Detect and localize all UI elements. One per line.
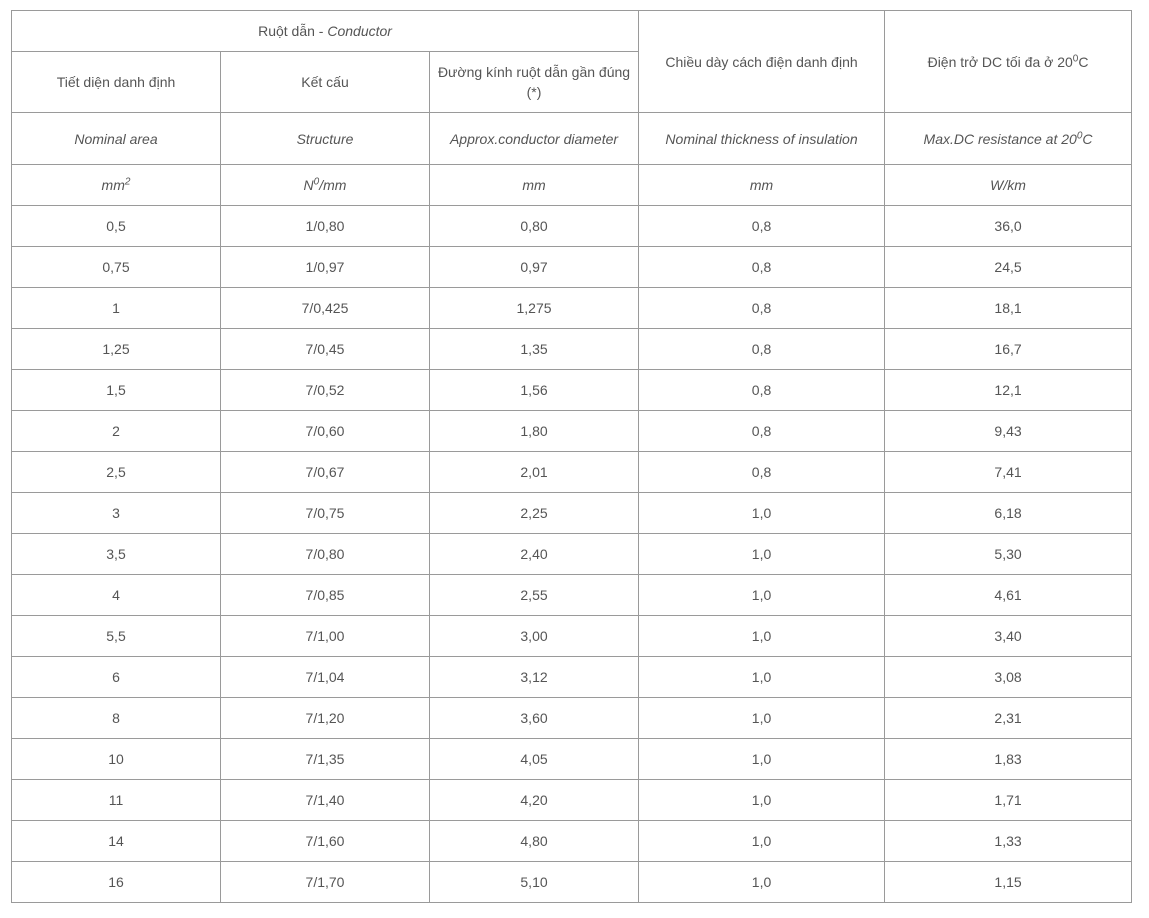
resistance-header [885, 11, 1132, 113]
area-header-en: Nominal area [12, 113, 221, 165]
structure-cell: 7/0,60 [221, 411, 430, 452]
diameter-cell: 4,20 [430, 780, 639, 821]
structure-cell: 7/1,04 [221, 657, 430, 698]
table-row [12, 616, 1132, 657]
resistance-header-unit: C [1078, 53, 1089, 70]
insulation-cell: 0,8 [639, 288, 885, 329]
table-row [12, 780, 1132, 821]
structure-unit-base: N [303, 177, 314, 193]
insulation-cell: 1,0 [639, 493, 885, 534]
resistance-cell: 18,1 [885, 288, 1132, 329]
insulation-cell: 1,0 [639, 698, 885, 739]
resistance-cell: 1,83 [885, 739, 1132, 780]
resistance-cell: 2,31 [885, 698, 1132, 739]
insulation-cell: 0,8 [639, 329, 885, 370]
area-cell: 3,5 [12, 534, 221, 575]
diameter-header-en: Approx.conductor diameter [430, 113, 639, 165]
structure-cell: 7/0,45 [221, 329, 430, 370]
diameter-cell: 3,12 [430, 657, 639, 698]
diameter-cell: 3,60 [430, 698, 639, 739]
diameter-cell: 2,55 [430, 575, 639, 616]
resistance-cell: 5,30 [885, 534, 1132, 575]
area-cell: 0,5 [12, 206, 221, 247]
table-row [12, 575, 1132, 616]
conductor-group-header [12, 11, 639, 52]
resistance-cell: 16,7 [885, 329, 1132, 370]
area-header: Tiết diện danh định [12, 52, 221, 113]
diameter-cell: 2,25 [430, 493, 639, 534]
table-row [12, 370, 1132, 411]
area-cell: 1 [12, 288, 221, 329]
diameter-cell: 4,05 [430, 739, 639, 780]
insulation-cell: 1,0 [639, 534, 885, 575]
insulation-cell: 0,8 [639, 411, 885, 452]
insulation-cell: 0,8 [639, 452, 885, 493]
table-row [12, 206, 1132, 247]
structure-cell: 7/1,35 [221, 739, 430, 780]
resistance-cell: 1,15 [885, 862, 1132, 903]
structure-unit-sup: 0 [313, 176, 320, 188]
resistance-cell: 3,40 [885, 616, 1132, 657]
structure-cell: 7/1,40 [221, 780, 430, 821]
area-cell: 11 [12, 780, 221, 821]
insulation-cell: 1,0 [639, 821, 885, 862]
structure-cell: 7/0,85 [221, 575, 430, 616]
table-row [12, 739, 1132, 780]
insulation-cell: 0,8 [639, 370, 885, 411]
diameter-cell: 3,00 [430, 616, 639, 657]
resistance-header-en [885, 113, 1132, 165]
diameter-cell: 1,275 [430, 288, 639, 329]
area-cell: 16 [12, 862, 221, 903]
area-cell: 1,5 [12, 370, 221, 411]
table-row [12, 247, 1132, 288]
structure-cell: 1/0,80 [221, 206, 430, 247]
structure-cell: 1/0,97 [221, 247, 430, 288]
insulation-cell: 0,8 [639, 247, 885, 288]
table-row [12, 288, 1132, 329]
area-cell: 2 [12, 411, 221, 452]
resistance-cell: 9,43 [885, 411, 1132, 452]
table-row [12, 329, 1132, 370]
area-unit-sup: 2 [124, 176, 131, 188]
resistance-header-en-unit: C [1082, 130, 1093, 147]
insulation-cell: 0,8 [639, 206, 885, 247]
resistance-cell: 4,61 [885, 575, 1132, 616]
resistance-cell: 6,18 [885, 493, 1132, 534]
area-cell: 10 [12, 739, 221, 780]
conductor-label-vi: Ruột dẫn - [258, 23, 328, 39]
resistance-unit: W/km [885, 165, 1132, 206]
insulation-cell: 1,0 [639, 862, 885, 903]
structure-cell: 7/0,80 [221, 534, 430, 575]
diameter-header: Đường kính ruột dẫn gần đúng (*) [430, 52, 639, 113]
structure-cell: 7/1,00 [221, 616, 430, 657]
resistance-header-en-sup: 0 [1076, 129, 1083, 141]
table-row [12, 411, 1132, 452]
diameter-cell: 0,80 [430, 206, 639, 247]
area-cell: 6 [12, 657, 221, 698]
table-row [12, 657, 1132, 698]
conductor-label-en: Conductor [327, 23, 392, 39]
units-row [12, 165, 1132, 206]
area-cell: 4 [12, 575, 221, 616]
table-row [12, 862, 1132, 903]
structure-cell: 7/0,75 [221, 493, 430, 534]
insulation-unit: mm [639, 165, 885, 206]
diameter-cell: 1,80 [430, 411, 639, 452]
resistance-cell: 12,1 [885, 370, 1132, 411]
resistance-cell: 1,71 [885, 780, 1132, 821]
diameter-cell: 2,40 [430, 534, 639, 575]
structure-unit-post: /mm [319, 177, 347, 193]
table-body [12, 11, 1132, 903]
resistance-cell: 7,41 [885, 452, 1132, 493]
diameter-cell: 4,80 [430, 821, 639, 862]
resistance-header-sup: 0 [1072, 52, 1079, 64]
structure-header-en: Structure [221, 113, 430, 165]
area-unit-base: mm [101, 177, 125, 193]
resistance-header-text: Điện trở DC tối đa ở 20 [927, 53, 1073, 70]
diameter-unit: mm [430, 165, 639, 206]
table-row [12, 493, 1132, 534]
area-cell: 8 [12, 698, 221, 739]
insulation-cell: 1,0 [639, 575, 885, 616]
resistance-cell: 36,0 [885, 206, 1132, 247]
insulation-cell: 1,0 [639, 616, 885, 657]
diameter-cell: 1,56 [430, 370, 639, 411]
table-row [12, 821, 1132, 862]
structure-header: Kết cấu [221, 52, 430, 113]
structure-cell: 7/1,60 [221, 821, 430, 862]
diameter-cell: 2,01 [430, 452, 639, 493]
diameter-cell: 0,97 [430, 247, 639, 288]
table-row [12, 534, 1132, 575]
header-row-conductor [12, 11, 1132, 52]
area-cell: 5,5 [12, 616, 221, 657]
structure-cell: 7/1,70 [221, 862, 430, 903]
cable-spec-table [11, 10, 1132, 903]
insulation-header-en: Nominal thickness of insulation [639, 113, 885, 165]
table-row [12, 698, 1132, 739]
diameter-cell: 5,10 [430, 862, 639, 903]
structure-cell: 7/0,425 [221, 288, 430, 329]
area-cell: 0,75 [12, 247, 221, 288]
structure-unit [221, 165, 430, 206]
insulation-header: Chiều dày cách điện danh định [639, 11, 885, 113]
area-cell: 14 [12, 821, 221, 862]
area-unit [12, 165, 221, 206]
insulation-cell: 1,0 [639, 657, 885, 698]
insulation-cell: 1,0 [639, 780, 885, 821]
resistance-cell: 1,33 [885, 821, 1132, 862]
area-cell: 1,25 [12, 329, 221, 370]
resistance-header-en-text: Max.DC resistance at 20 [923, 130, 1077, 147]
area-cell: 3 [12, 493, 221, 534]
structure-cell: 7/0,67 [221, 452, 430, 493]
diameter-cell: 1,35 [430, 329, 639, 370]
structure-cell: 7/0,52 [221, 370, 430, 411]
structure-cell: 7/1,20 [221, 698, 430, 739]
header-row-english [12, 113, 1132, 165]
insulation-cell: 1,0 [639, 739, 885, 780]
resistance-cell: 3,08 [885, 657, 1132, 698]
area-cell: 2,5 [12, 452, 221, 493]
resistance-cell: 24,5 [885, 247, 1132, 288]
table-row [12, 452, 1132, 493]
